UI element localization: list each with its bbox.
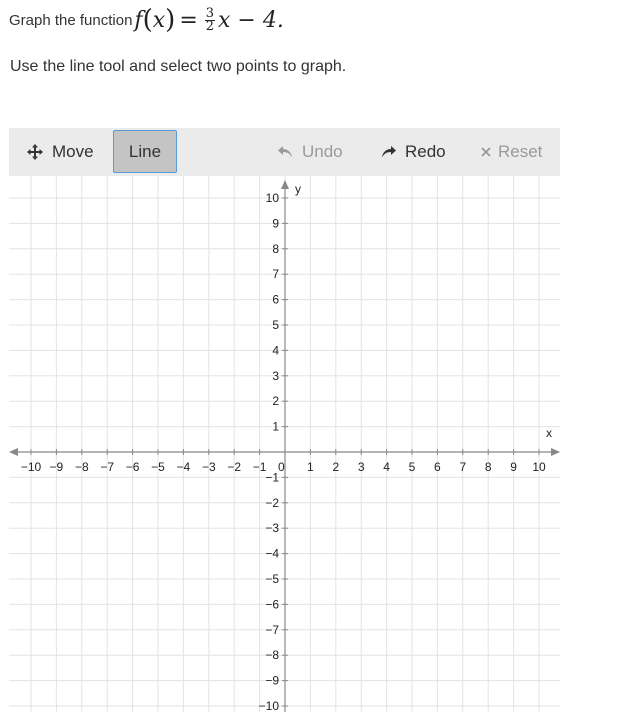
y-tick-label: 9 xyxy=(272,216,279,231)
function-name: f xyxy=(134,7,143,33)
y-tick-label: 1 xyxy=(272,419,279,434)
y-tick-label: −9 xyxy=(265,673,279,688)
prompt-lead: Graph the function xyxy=(9,11,133,29)
undo-icon xyxy=(277,145,294,159)
x-tick-label: 4 xyxy=(383,460,390,474)
undo-button[interactable] xyxy=(277,128,343,176)
y-axis-label: y xyxy=(295,182,301,196)
redo-icon xyxy=(380,145,397,159)
y-tick-label: −10 xyxy=(258,699,279,712)
slope-numerator: 3 xyxy=(205,5,215,21)
redo-label: Redo xyxy=(405,142,446,161)
x-tick-label: −5 xyxy=(151,460,165,474)
x-tick-label: 8 xyxy=(484,460,492,474)
graph-toolbar xyxy=(9,128,560,176)
y-tick-label: −1 xyxy=(265,470,279,485)
y-tick-label: 7 xyxy=(272,267,279,282)
y-tick-label: −4 xyxy=(265,546,279,561)
move-tool-button[interactable] xyxy=(26,128,94,176)
y-tick-label: 8 xyxy=(272,241,279,256)
function-expression: f ( x ) = $\frac{3}{2}$ x − 4. xyxy=(134,5,284,35)
x-tick-label: −3 xyxy=(201,460,216,474)
x-tick-label: 2 xyxy=(332,460,340,474)
x-tick-label: 3 xyxy=(357,460,365,474)
slope-fraction xyxy=(205,5,215,34)
x-axis-label: x xyxy=(546,426,552,440)
y-tick-label: 6 xyxy=(272,292,279,307)
y-tick-label: −2 xyxy=(265,495,279,510)
x-axis-right-arrow xyxy=(551,448,560,456)
y-tick-label: −8 xyxy=(265,648,279,663)
y-axis-up-arrow xyxy=(281,180,289,189)
x-tick-label: 5 xyxy=(408,460,416,474)
y-tick-label: −3 xyxy=(265,521,279,536)
x-tick-label: −8 xyxy=(74,460,89,474)
move-label: Move xyxy=(52,142,94,161)
y-tick-label: −6 xyxy=(265,597,279,612)
x-tick-label: −9 xyxy=(49,460,64,474)
close-icon xyxy=(480,146,492,158)
x-tick-label: 7 xyxy=(459,460,467,474)
reset-button[interactable] xyxy=(480,128,542,176)
reset-label: Reset xyxy=(498,142,543,161)
line-tool-button[interactable] xyxy=(113,130,177,173)
x-tick-label: 1 xyxy=(307,460,314,474)
y-tick-label: −5 xyxy=(265,572,279,586)
expression-tail: x − 4. xyxy=(218,7,284,33)
y-tick-label: 5 xyxy=(272,318,279,332)
move-icon xyxy=(26,143,44,161)
y-tick-label: 2 xyxy=(272,394,279,409)
x-tick-label: 6 xyxy=(434,460,441,474)
x-tick-label: 9 xyxy=(510,460,517,474)
origin-label: 0 xyxy=(278,460,285,474)
undo-label: Undo xyxy=(302,142,343,161)
slope-denominator: 2 xyxy=(205,18,215,34)
y-tick-label: 3 xyxy=(272,368,279,383)
x-tick-label: −1 xyxy=(252,460,267,474)
x-tick-label: −2 xyxy=(227,460,242,474)
coordinate-plane[interactable] xyxy=(9,176,560,712)
y-tick-label: 4 xyxy=(272,343,279,358)
x-tick-label: −10 xyxy=(20,460,42,474)
equals-sign: = xyxy=(179,7,198,33)
x-tick-label: −4 xyxy=(176,460,191,474)
x-tick-label: 10 xyxy=(532,460,546,474)
redo-button[interactable] xyxy=(380,128,446,176)
x-tick-label: −6 xyxy=(125,460,140,474)
function-variable: x xyxy=(152,7,166,33)
y-tick-label: 10 xyxy=(265,191,279,205)
y-tick-label: −7 xyxy=(265,622,279,637)
line-label: Line xyxy=(128,141,162,161)
x-tick-label: −7 xyxy=(100,460,115,474)
instruction-text: Use the line tool and select two points to graph. xyxy=(10,58,347,75)
x-axis-left-arrow xyxy=(9,448,18,456)
problem-prompt xyxy=(9,3,284,37)
